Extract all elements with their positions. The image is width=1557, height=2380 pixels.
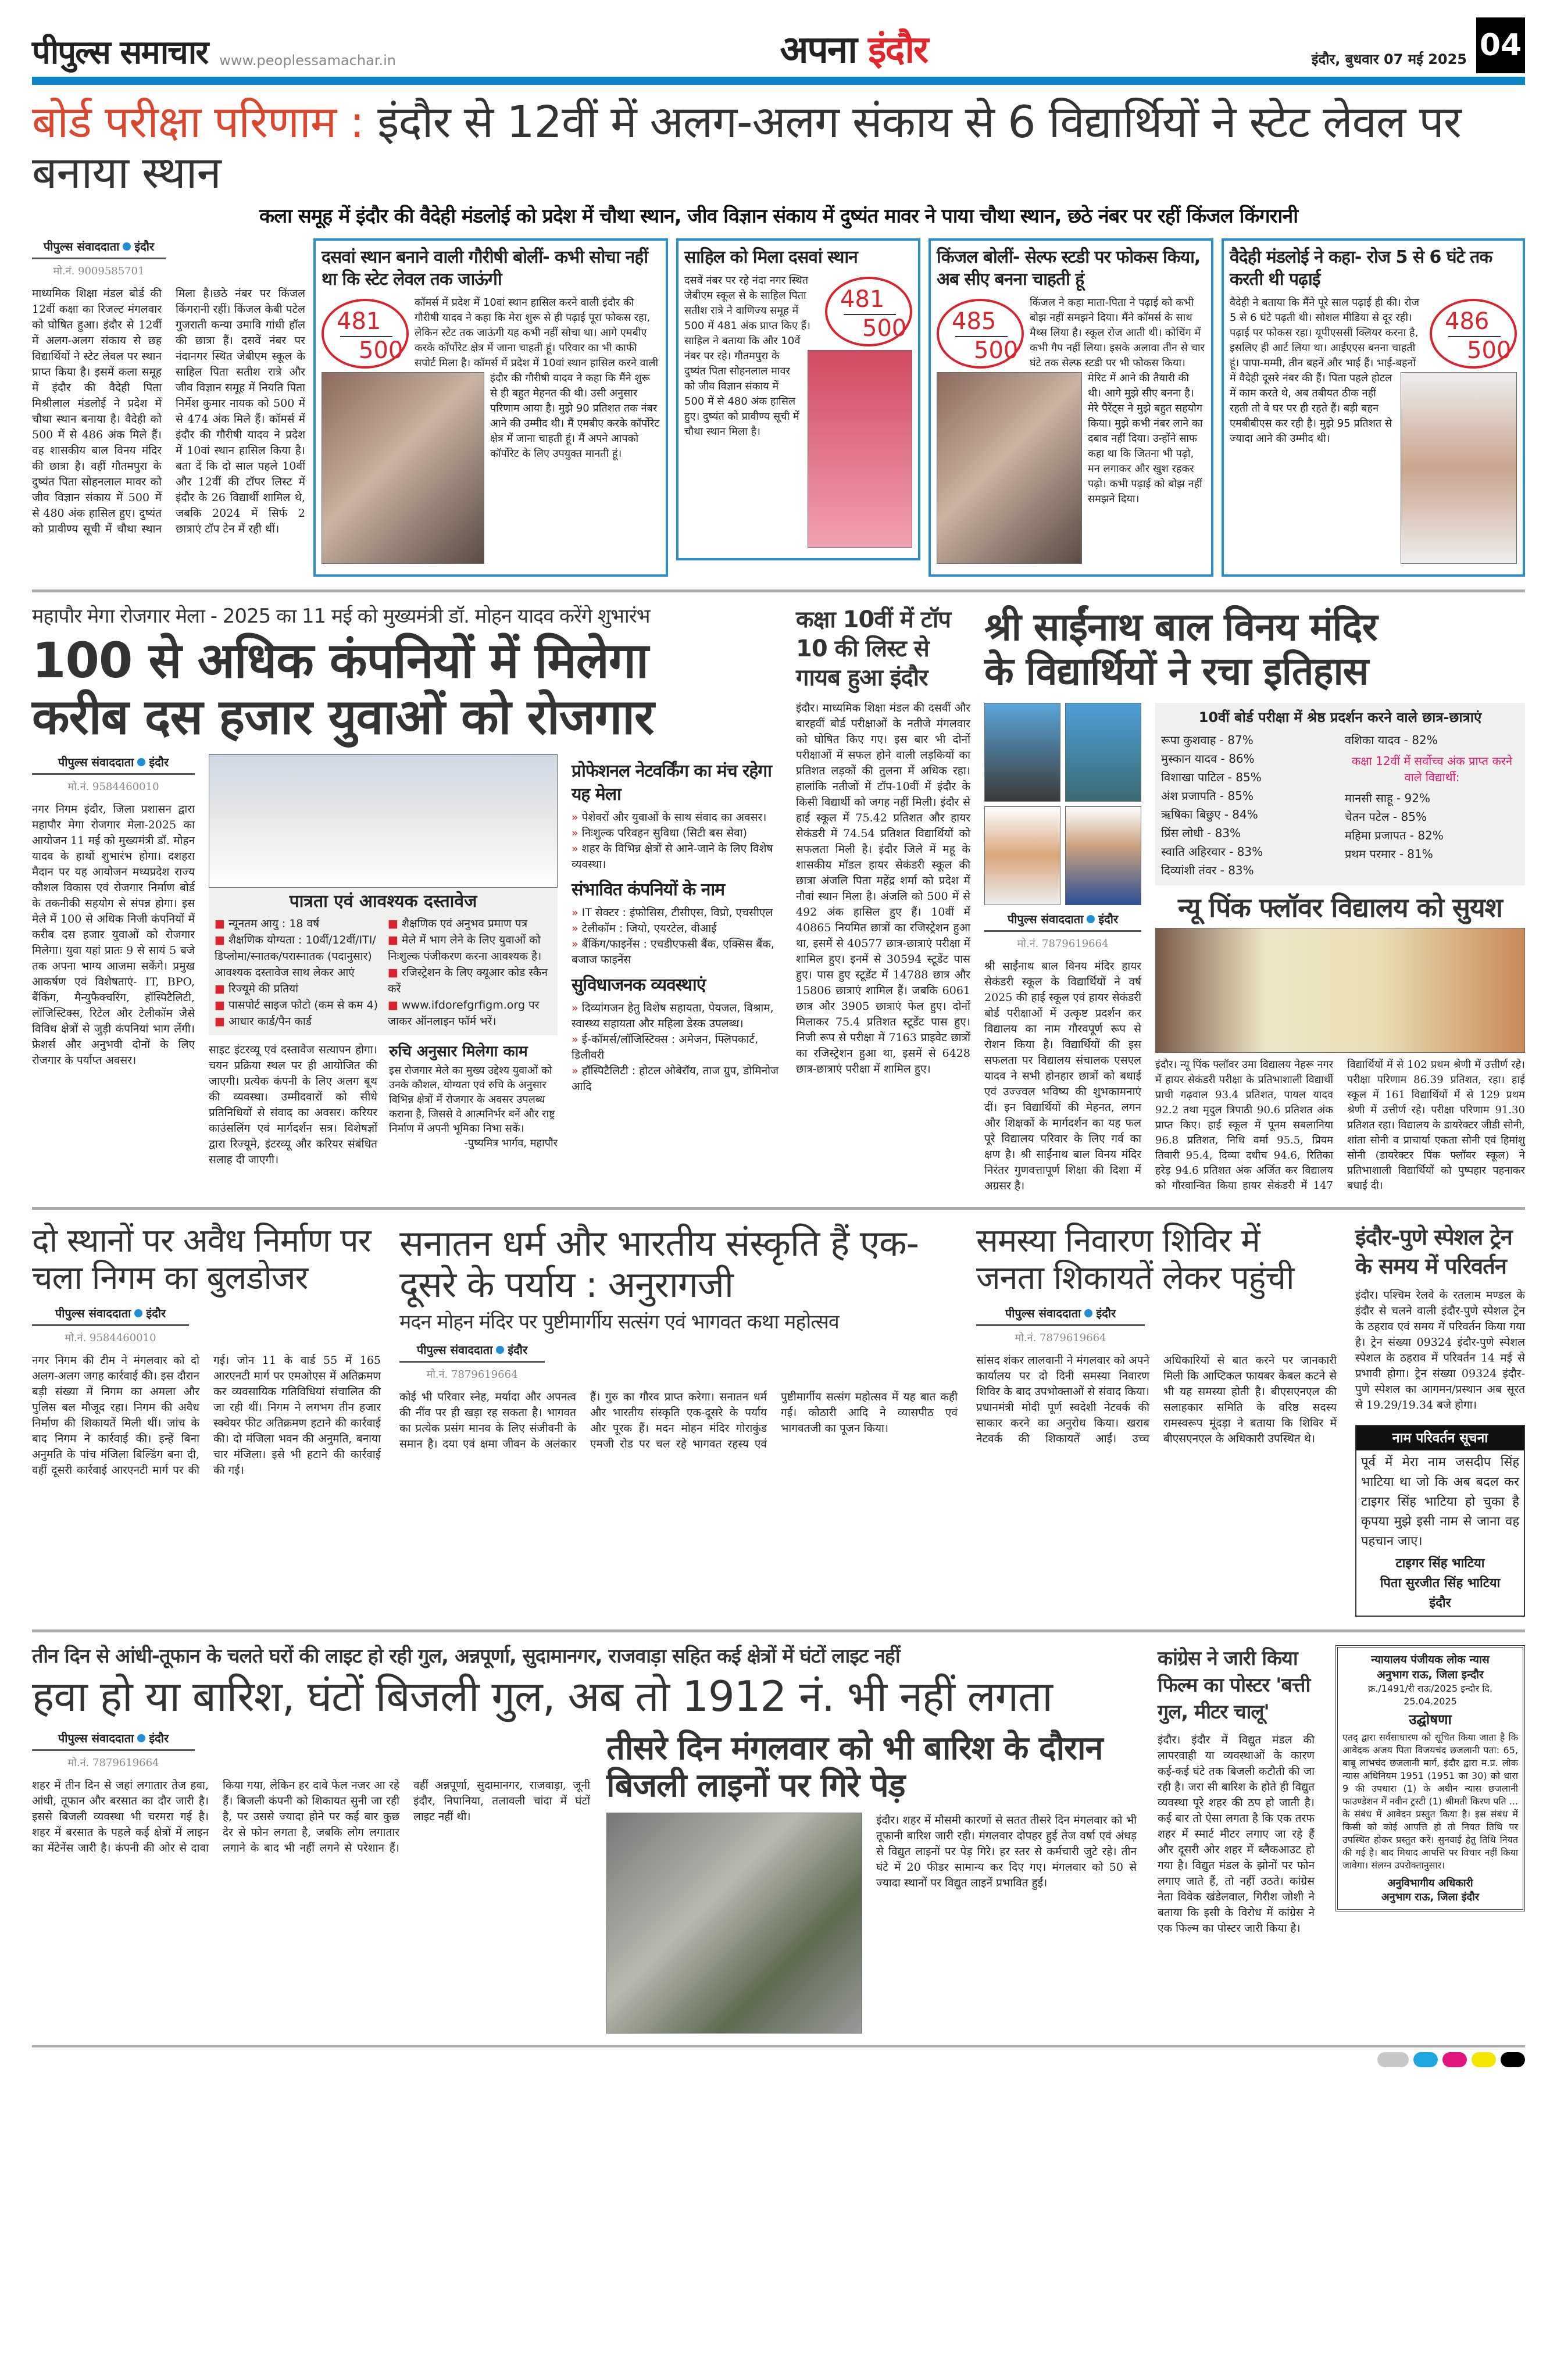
score-value: 486 xyxy=(1445,308,1490,335)
jobfair-sidebar xyxy=(572,754,782,1095)
toppers-list-12 xyxy=(1345,789,1519,863)
power-body: शहर में तीन दिन से जहां लगातार तेज हवा, आंधी, तूफान और बरसात का दौर जारी है। इससे बिजली व्यवस्था भी चरमरा गई है। शहर में बरसात के पहले कई क्षेत्रों में लाइन का मेंटेनेंस जारी है। कंपनी की ओर से दावा किया गया, लेकिन हर दावे फेल नजर आ रहे हैं। बिजली कंपनी को शिकायत सुनी जा रही है, पर उससे ज्यादा होने पर कई बार कुछ देर से फोन लगता है, जबकि लोग लगातार लगाने के बाद भी नहीं लगने से परेशान हैं। वहीं अन्नपूर्णा, सुदामानगर, राजवाड़ा, जूनी इंदौर, निपानिया, तलावली चांदा में घंटों लाइट नहीं थी। xyxy=(32,1778,590,1854)
list-item: » हॉस्पिटैलिटी : होटल ओबेरॉय, ताज ग्रुप, डोमिनोज आदि xyxy=(572,1063,782,1095)
bullet-icon xyxy=(496,1346,504,1354)
list-item: » ई-कॉमर्स/लॉजिस्टिक्स : अमेजन, फ्लिपकार्ट, डिलीवरी xyxy=(572,1032,782,1063)
court-sign-2: अनुभाग राऊ, जिला इंदौर xyxy=(1381,1891,1480,1903)
byline-name: पीपुल्स संवाददाता xyxy=(58,755,134,770)
byline-name: पीपुल्स संवाददाता xyxy=(43,239,120,253)
score-badge xyxy=(937,299,1024,369)
eligibility-title: पात्रता एवं आवश्यक दस्तावेज xyxy=(289,891,477,912)
list-item: ■ न्यूनतम आयु : 18 वर्ष xyxy=(215,916,378,932)
row-power xyxy=(32,1645,1525,2034)
bullet-icon xyxy=(134,1309,142,1317)
byline xyxy=(399,1342,545,1363)
list-item: » निःशुल्क परिवहन सुविधा (सिटी बस सेवा) xyxy=(572,826,782,841)
jobfair-article xyxy=(32,605,782,1168)
list-item: ■ www.ifdorefgrfigm.org पर जाकर ऑनलाइन फॉर्म भरें। xyxy=(388,997,552,1030)
section-title-a: अपना xyxy=(780,28,856,72)
bulldozer-headline: दो स्थानों पर अवैध निर्माण पर चला निगम का बुलडोजर xyxy=(32,1221,371,1298)
train-headline: इंदौर-पुणे स्पेशल ट्रेन के समय में परिवर्तन xyxy=(1355,1224,1512,1279)
score-badge xyxy=(322,299,409,369)
right-column xyxy=(1355,1223,1525,1617)
row-jobfair-results xyxy=(32,605,1525,1194)
box-title: वैदेही मंडलोई ने कहा- रोज 5 से 6 घंटे तक करती थी पढ़ाई xyxy=(1230,246,1492,290)
sidebar-heading: सुविधाजनक व्यवस्थाएं xyxy=(572,975,706,996)
power-right xyxy=(606,1730,1137,2034)
power-headline: हवा हो या बारिश, घंटों बिजली गुल, अब तो 1912 नं. भी नहीं लगता xyxy=(32,1671,1052,1721)
samasya-body: सांसद शंकर लालवानी ने मंगलवार को अपने कार्यालय पर दो दिनी समस्या निवारण शिविर के बाद उपभोक्ताओं से संवाद किया। प्रधानमंत्री मोदी पूर्ण स्वदेशी नेटवर्क की साकार करने का अनुरोध किया। खराब नेटवर्क की शिकायतें आईं। उच्च अधिकारियों से बात करने पर जानकारी मिली कि आप्टिकल फायबर केबल कटने से भी यह समस्या होती है। बीएसएनएल की सलाहकार समिति के वरिष्ठ सदस्य रामस्वरूप मूंदड़ा ने बताया कि शिविर में बीएसएनएल के अधिकारी उपस्थित थे। xyxy=(976,1354,1337,1446)
toppers-title: 10वीं बोर्ड परीक्षा में श्रेष्ठ प्रदर्शन करने वाले छात्र-छात्राएं xyxy=(1198,709,1482,726)
registration-bar xyxy=(1377,2052,1409,2067)
score-total: 500 xyxy=(359,337,403,364)
list-item: मुस्कान यादव - 86% xyxy=(1161,751,1255,766)
box-text: वैदेही ने बताया कि मैंने पूरे साल पढ़ाई ही की। रोज 5 से 6 घंटे पढ़ती थी। सोशल मीडिया से दूर रही। पढ़ाई पर फोकस रहा। यूपीएससी क्लियर करना है, इसलिए ही आर्ट लिया था। आईएएस बनना चाहती हूं। पापा-मम्मी, तीन बहनें और भाई हैं। भाई-बहनों में वैदेही दूसरे नंबर की हैं। पिता पहले होटल में काम करते थे, अब तबीयत ठीक नहीं रहती तो वे घर पर ही रहते हैं। बड़ी बहन एमबीबीएस कर रही है। मुझे 95 प्रतिशत से ज्यादा आने की उम्मीद थी। xyxy=(1230,296,1419,445)
lead-text-column xyxy=(32,238,305,537)
score-badge xyxy=(1430,299,1517,369)
mayor-quote xyxy=(389,1042,558,1150)
lead-kicker: बोर्ड परीक्षा परिणाम : xyxy=(32,96,364,148)
box-text: किंजल ने कहा माता-पिता ने पढ़ाई को कभी बोझ नहीं समझने दिया। मैंने कॉमर्स के साथ मैथ्स लिया है। स्कूल रोज आती थी। कोचिंग में कभी गैप नहीं लिया। इसके अलावा तीन से चार घंटे तक सेल्फ स्टडी पर भी फोकस किया। मेरिट में आने की तैयारी की थी। आगे मुझे सीए बनना है। मेरे पैरेंट्स ने मुझे बहुत सहयोग किया। मुझे कभी नंबर लाने का दबाव नहीं दिया। उन्होंने साफ कहा था कि जितना भी पढ़ो, मन लगाकर और खुश रहकर पढ़ो। कभी पढ़ाई को बोझ नहीं समझने दिया। xyxy=(1030,296,1205,505)
photo-student-1 xyxy=(984,703,1060,802)
box-title: साहिल को मिला दसवां स्थान xyxy=(684,246,858,267)
sidebar-list xyxy=(572,905,782,968)
bullet-icon xyxy=(123,242,131,251)
byline-phone: मो.नं. 7879619664 xyxy=(1017,937,1109,950)
score-value: 481 xyxy=(337,308,381,335)
notice-name: टाइगर सिंह भाटिया xyxy=(1395,1556,1485,1571)
score-total: 500 xyxy=(1467,337,1512,364)
score-total: 500 xyxy=(974,337,1019,364)
registration-dot xyxy=(1501,2052,1525,2067)
bulldozer-body: नगर निगम की टीम ने मंगलवार को दो अलग-अलग जगह कार्रवाई की। इस दौरान बड़ी संख्या में निगम का अमला और पुलिस बल मौजूद रहा। निगम की अवैध निर्माण की शिकायतें मिली थीं। जांच के बाद निगम ने कार्रवाई की। इन्हें बिना अनुमति के पांच मंजिला बिल्डिंग बना दी, वहीं दूसरी कार्रवाई आरएनटी मार्ग पर की गई। जोन 11 के वार्ड 55 में 165 आरएनटी मार्ग पर एमओएस में अतिक्रमण कर व्यवसायिक गतिविधियां संचालित की जा रही थीं। निगम ने लगभग तीन हजार स्क्वेयर फीट अतिक्रमण हटाने की कार्रवाई की। दो मंजिला भवन की अनुमति, बनाया चार मंजिला। इसे भी हटाने की कार्रवाई की गई। xyxy=(32,1354,381,1477)
page-number: 04 xyxy=(1476,17,1525,73)
bullet-icon xyxy=(137,758,145,766)
court-title-2: अनुभाग राऊ, जिला इन्दौर xyxy=(1377,1668,1484,1681)
sanatan-subheadline: मदन मोहन मंदिर पर पुष्टीमार्गीय सत्संग एवं भागवत कथा महोत्सव xyxy=(399,1310,839,1334)
byline xyxy=(984,911,1141,932)
eligibility-box xyxy=(209,888,558,1035)
list-item: » दिव्यांगजन हेतु विशेष सहायता, पेयजल, विश्राम, स्वास्थ्य सहायता और महिला डेस्क उपलब्ध। xyxy=(572,1000,782,1032)
eligibility-list-right xyxy=(388,916,552,1030)
byline-name: पीपुल्स संवाददाता xyxy=(55,1306,131,1321)
sidebar-heading: प्रोफेशनल नेटवर्किंग का मंच रहेगा यह मेला xyxy=(572,761,772,805)
photo-vaidehi xyxy=(1401,372,1517,564)
byline-city: इंदौर xyxy=(1096,1306,1116,1321)
registration-dot xyxy=(1413,2052,1438,2067)
topper-extra: वशिका यादव - 82% xyxy=(1345,732,1438,747)
registration-marks xyxy=(32,2052,1525,2067)
power-subheadline: तीसरे दिन मंगलवार को भी बारिश के दौरान बिजली लाइनों पर गिरे पेड़ xyxy=(606,1729,1103,1804)
jobfair-body: नगर निगम इंदौर, जिला प्रशासन द्वारा महापौर मेगा रोजगार मेला-2025 का आयोजन 11 मई को मुख्यमंत्री डॉ. मोहन यादव के हाथों शुभारंभ होगा। दशहरा मैदान पर यह आयोजन मध्यप्रदेश राज्य कौशल विकास एवं रोजगार निर्माण बोर्ड के तकनीकी सहयोग से संपन्न होगा। इस मेले में 100 से अधिक निजी कंपनियों में करीब दस हजार युवाओं को रोजगार मिलेगा। युवा यहां प्रातः 9 से सायं 5 बजे तक अपना भाग्य आजमा सकेंगे। प्रमुख आकर्षण एवं विशेषताएं- IT, BPO, बैंकिंग, मैन्युफैक्चरिंग, हॉस्पिटैलिटी, लॉजिस्टिक्स, रिटेल और टेलीकॉम जैसे विविध क्षेत्रों से जुड़ी कंपनियां भाग लेंगी। फ्रेशर्स और अनुभवी दोनों के लिए रोजगार के पर्याप्त अवसर। xyxy=(32,803,195,1067)
quote-title: रुचि अनुसार मिलेगा काम xyxy=(389,1043,528,1061)
box-text: दसवें नंबर पर रहे नंदा नगर स्थित जेबीएम स्कूल से के साहिल पिता सतीश रात्रे ने वाणिज्य समूह में 500 में 481 अंक प्राप्त किए हैं। साहिल ने बताया कि और 10वें नंबर पर रहे। गौतमपुरा के दुष्यंत पिता सोहनलाल मावर को जीव विज्ञान संकाय में 500 में से 480 अंक हासिल हुए। दुष्यंत को प्रावीण्य सूची में चौथा स्थान मिला है। xyxy=(684,274,810,438)
bullet-icon xyxy=(137,1734,145,1742)
name-change-notice xyxy=(1355,1425,1525,1617)
notice-father: पिता सुरजीत सिंह भाटिया xyxy=(1380,1575,1501,1591)
sainath-article xyxy=(984,605,1525,1194)
lead-subheadline: कला समूह में इंदौर की वैदेही मंडलोई को प्रदेश में चौथा स्थान, जीव विज्ञान संकाय में दुष्यंत मावर ने पाया चौथा स्थान, छठे नंबर पर रहीं किंजल किंगरानी xyxy=(259,204,1298,228)
score-badge xyxy=(825,277,912,346)
list-item: ऋषिका बिछुए - 84% xyxy=(1161,807,1258,821)
website-url: www.peoplessamachar.in xyxy=(219,52,396,69)
byline xyxy=(976,1305,1145,1326)
byline-city: इंदौर xyxy=(134,239,155,253)
box-text: कॉमर्स में प्रदेश में 10वां स्थान हासिल करने वाली इंदौर की गौरीषी यादव ने कहा कि मेरा शुरू से ही पढ़ाई पूरा फोकस रहा, लेकिन स्टेट तक जाऊंगी यह कभी नहीं सोचा था। आगे एमबीए करके कॉर्पोरेट क्षेत्र में जाना चाहती हूं। परिवार का भी काफी सपोर्ट मिला है। कॉमर्स में प्रदेश में 10वां स्थान हासिल करने वाली इंदौर की गौरीषी यादव ने कहा कि मैंने शुरू से ही बहुत मेहनत की थी। उसी अनुसार परिणाम आया है। मुझे 90 प्रतिशत तक नंबर आने की उम्मीद थी। मैं एमबीए करके कॉर्पोरेट क्षेत्र में जाना चाहती हूं। मैं अपने आपको कॉर्पोरेट के लिए उपयुक्त मानती हूं। xyxy=(415,296,660,460)
jobfair-headline-2: करीब दस हजार युवाओं को रोजगार xyxy=(32,688,654,745)
byline xyxy=(32,238,166,259)
sidebar-heading: संभावित कंपनियों के नाम xyxy=(572,880,725,900)
quote-author: -पुष्यमित्र भार्गव, महापौर xyxy=(464,1137,558,1150)
list-item: स्वाति अहिरवार - 83% xyxy=(1161,844,1263,859)
lead-headline-text: इंदौर से 12वीं में अलग-अलग संकाय से 6 विद्यार्थियों ने स्टेट लेवल पर बनाया स्थान xyxy=(32,96,1461,199)
court-sign-1: अनुविभागीय अधिकारी xyxy=(1387,1877,1473,1889)
sainath-right xyxy=(1155,703,1525,1193)
list-item: प्रिंस लोधी - 83% xyxy=(1161,826,1241,840)
class10-body: इंदौर। माध्यमिक शिक्षा मंडल की दसवीं और बारहवीं बोर्ड परीक्षाओं के नतीजे मंगलवार को घोषित किए गए। इस बार भी दोनों परीक्षाओं में सफल होने वाली लड़कियों का प्रतिशत लड़कों की तुलना में अधिक रहा। हालांकि नतीजों में टॉप-10वीं में इंदौर के किसी विद्यार्थी को जगह नहीं मिली। इंदौर से हाई स्कूल में 75.42 प्रतिशत और हायर सेकंडरी में 74.54 प्रतिशत विद्यार्थियों को सफलता मिली है। इंदौर जिले में महू के शासकीय मॉडल हायर सेकंडरी स्कूल की छात्रा अंजलि पिता महेंद्र शर्मा को प्रदेश में नौवां स्थान मिला है। अंजलि को 500 में से 492 अंक हासिल हुए हैं। 10वीं में 40865 नियमित छात्रों का रजिस्ट्रेशन हुआ था, इसमें से 40577 छात्र-छात्राएं परीक्षा में शामिल हुए। इनमें से 30594 स्टूडेंट पास हुए। पास हुए स्टूडेंट में 14788 छात्र और 15806 छात्राएं शामिल हैं। जबकि 6061 छात्र और 3905 छात्राएं फेल हुए। दोनों मिलाकर 75.4 प्रतिशत स्टूडेंट पास हुए। निजी रूप से परीक्षा में 7163 प्राइवेट छात्रों का रजिस्ट्रेशन हुआ था, इसमें से 6428 छात्र-छात्राएं परीक्षा में शामिल हुए। xyxy=(796,701,970,1075)
photo-student-4 xyxy=(1065,806,1141,905)
toppers-list-10 xyxy=(1161,731,1335,880)
class10-article xyxy=(796,605,970,1077)
court-ref: क्र./1491/री राऊ/2025 इन्दौर दि. 25.04.2025 xyxy=(1368,1682,1492,1707)
sidebar-list xyxy=(572,810,782,873)
list-item: दिव्यांशी तंवर - 83% xyxy=(1161,863,1254,877)
photo-family xyxy=(322,372,484,564)
byline-name: पीपुल्स संवाददाता xyxy=(58,1731,134,1745)
lead-body: माध्यमिक शिक्षा मंडल बोर्ड की 12वीं कक्षा का रिजल्ट मंगलवार को घोषित हुआ। इंदौर से 12वीं में अलग-अलग संकाय से छह विद्यार्थियों ने स्टेट लेवल पर स्थान प्राप्त किया है। इसमें कला समूह में इंदौर की वैदेही पिता मिश्रीलाल मंडलोई ने प्रदेश में चौथा स्थान बनाया है। वैदेही को 500 में से 486 अंक मिले हैं। वह शासकीय बाल विनय मंदिर की छात्रा है। वहीं गौतमपुरा के दुष्यंत पिता सोहनलाल मावर को जीव विज्ञान संकाय में 500 में से 480 अंक हासिल हुए। दुष्यंत को प्रावीण्य सूची में चौथा स्थान मिला है।छठे नंबर पर किंजल किंगरानी रहीं। किंजल केबी पटेल गुजराती कन्या उमावि गांधी हॉल की छात्रा हैं। दसवें नंबर पर नंदानगर स्थित जेबीएम स्कूल के साहिल पिता सतीश रात्रे और जीव विज्ञान समूह में नियति पिता निर्मेश कुमार नायक को 500 में से 474 अंक मिले हैं। कॉमर्स में इंदौर की गौरीषी यादव ने प्रदेश में 10वां स्थान हासिल किया है। बता दें कि दो साल पहले 10वीं और 12वीं की टॉपर लिस्ट में इंदौर के 26 विद्यार्थी शामिल थे, जबकि 2024 में सिर्फ 2 छात्राएं टॉप टेन में रही थीं। xyxy=(32,287,305,535)
byline-name: पीपुल्स संवाददाता xyxy=(416,1343,493,1357)
byline-phone: मो.नं. 7879619664 xyxy=(426,1368,518,1381)
list-item: महिमा प्रजापत - 82% xyxy=(1345,828,1444,842)
sanatan-body: कोई भी परिवार स्नेह, मर्यादा और अपनत्व की नींव पर ही खड़ा रह सकता है। भागवत का प्रत्येक प्रसंग मानव के लिए संजीवनी के समान है। दया एवं क्षमा जीवन के अलंकार हैं। गुरु का गौरव प्राप्त करेगा। सनातन धर्म और भारतीय संस्कृति एक-दूसरे के पर्याय और पूरक हैं। मदन मोहन मंदिर गोराकुंड एमजी रोड पर चल रहे भागवत रहस्य एवं पुष्टीमार्गीय सत्संग महोत्सव में यह बात कही गई। कोठारी आदि ने व्यासपीठ एवं भागवतजी का पूजन किया। xyxy=(399,1391,958,1451)
row-city-news xyxy=(32,1223,1525,1617)
quote-text: इस रोजगार मेले का मुख्य उद्देश्य युवाओं को उनके कौशल, योग्यता एवं रुचि के अनुसार विभिन्न क्षेत्रों में रोजगार के अवसर उपलब्ध कराना है, जिससे वे आत्मनिर्भर बनें और राष्ट्र निर्माण में अपनी भूमिका निभा सकें। xyxy=(389,1064,555,1135)
byline-city: इंदौर xyxy=(508,1343,528,1357)
notice-body: पूर्व में मेरा नाम जसदीप सिंह भाटिया था जो कि अब बदल कर टाइगर सिंह भाटिया हो चुका है कृपया मुझे इसी नाम से जाना वह पहचान जाए। xyxy=(1361,1455,1519,1549)
photo-press-conference xyxy=(209,754,558,888)
masthead xyxy=(32,17,1525,85)
list-item: रूपा कुशवाह - 87% xyxy=(1161,732,1254,747)
samasya-article xyxy=(976,1223,1337,1448)
sidebar-list xyxy=(572,1000,782,1095)
list-item: » पेशेवरों और युवाओं के साथ संवाद का अवसर। xyxy=(572,810,782,826)
court-notice xyxy=(1335,1645,1525,1911)
bullet-icon xyxy=(1087,915,1095,923)
class10-headline: कक्षा 10वीं में टॉप 10 की लिस्ट से गायब हुआ इंदौर xyxy=(796,606,951,691)
list-item: ■ पासपोर्ट साइज फोटो (कम से कम 4) xyxy=(215,997,378,1013)
toppers-table xyxy=(1155,703,1525,885)
issue-date: इंदौर, बुधवार 07 मई 2025 xyxy=(1311,51,1467,67)
train-body: इंदौर। पश्चिम रेलवे के रतलाम मण्डल के इंदौर से चलने वाली इंदौर-पुणे स्पेशल ट्रेन के ठहराव एवं समय में परिवर्तन किया गया है। ट्रेन संख्या 09324 इंदौर-पुणे स्पेशल स्पेशल के ठहराव में परिवर्तन 14 मई से प्रभावी होगा। ट्रेन संख्या 09324 इंदौर-पुणे स्पेशल का आगमन/प्रस्थान अब सूरत से 19.29/19.34 बजे होगा। xyxy=(1355,1288,1525,1411)
notice-title: नाम परिवर्तन सूचना xyxy=(1356,1426,1524,1450)
power-article xyxy=(32,1645,1137,2034)
list-item: चेतन पटेल - 85% xyxy=(1345,809,1427,824)
photo-school-group xyxy=(1155,928,1525,1053)
byline-name: पीपुल्स संवाददाता xyxy=(1005,1306,1081,1321)
registration-dot xyxy=(1442,2052,1467,2067)
list-item: ■ रिज्यूमे की प्रतियां xyxy=(215,981,378,997)
congress-headline: कांग्रेस ने जारी किया फिल्म का पोस्टर 'बत्ती गुल, मीटर चालू' xyxy=(1158,1646,1310,1724)
notice-city: इंदौर xyxy=(1429,1595,1451,1610)
lead-byline-block xyxy=(32,238,166,278)
list-item: ■ शैक्षणिक एवं अनुभव प्रमाण पत्र xyxy=(388,916,552,932)
photo-student-3 xyxy=(984,806,1060,905)
story-box-vaidehi xyxy=(1222,238,1525,577)
sainath-headline-1: श्री साईंनाथ बाल विनय मंदिर xyxy=(984,604,1377,649)
byline-city: इंदौर xyxy=(146,1306,166,1321)
list-item: » टेलीकॉम : जियो, एयरटेल, वीआई xyxy=(572,921,782,937)
lead-row xyxy=(32,238,1525,577)
byline xyxy=(32,1730,195,1751)
list-item: ■ शैक्षणिक योग्यता : 10वीं/12वीं/ITI/डिप्लोमा/स्नातक/परास्नातक (पदानुसार) आवश्यक दस्तावेज साथ लेकर आएं xyxy=(215,932,378,981)
list-item: प्रथम परमार - 81% xyxy=(1345,846,1433,861)
byline-name: पीपुल्स संवाददाता xyxy=(1007,912,1084,926)
power-left xyxy=(32,1730,590,1856)
bullet-icon xyxy=(1084,1309,1092,1317)
list-item: ■ रजिस्ट्रेशन के लिए क्यूआर कोड स्कैन करें xyxy=(388,964,552,997)
divider xyxy=(32,1207,1525,1210)
class12-heading: कक्षा 12वीं में सर्वोच्च अंक प्राप्त करने वाले विद्यार्थी: xyxy=(1351,753,1513,784)
pinkflower-headline: न्यू पिंक फ्लॉवर विद्यालय को सुयश xyxy=(1178,891,1502,923)
eligibility-list-left xyxy=(215,916,378,1030)
score-total: 500 xyxy=(862,315,907,342)
box-title: किंजल बोलीं- सेल्फ स्टडी पर फोकस किया, अब सीए बनना चाहती हूं xyxy=(937,246,1201,290)
list-item: मानसी साहू - 92% xyxy=(1345,791,1431,805)
story-box-sahil xyxy=(676,238,920,560)
byline-phone: मो.नं. 9584460010 xyxy=(65,1332,156,1345)
photo-student-2 xyxy=(1065,703,1141,802)
court-heading: उद्घोषणा xyxy=(1409,1711,1452,1728)
sanatan-headline: सनातन धर्म और भारतीय संस्कृति हैं एक-दूसरे के पर्याय : अनुरागजी xyxy=(399,1221,919,1306)
power-body-2: इंदौर। शहर में मौसमी कारणों से सतत तीसरे दिन मंगलवार को भी तूफानी बारिश जारी रही। मंगलवार दोपहर हुई तेज वर्षा एवं अंधड़ से विद्युत लाइनों पर पेड़ गिरे। हर स्तर से कर्मचारी जुटे रहे। तीन घंटे में 20 फीडर सामान्य कर दिए गए। मंगलवार को 50 से ज्यादा स्थानों पर विद्युत लाइनें प्रभावित हुईं। xyxy=(876,1814,1137,1890)
masthead-logo: पीपुल्स समाचार xyxy=(32,34,208,72)
box-title: दसवां स्थान बनाने वाली गौरीषी बोलीं- कभी सोचा नहीं था कि स्टेट लेवल तक जाऊंगी xyxy=(322,246,648,290)
sainath-headline-2: के विद्यार्थियों ने रचा इतिहास xyxy=(984,648,1369,694)
jobfair-col-2 xyxy=(209,754,558,1168)
byline-city: इंदौर xyxy=(149,1731,169,1745)
registration-dot xyxy=(1472,2052,1496,2067)
bulldozer-article xyxy=(32,1223,381,1479)
list-item: » बैंकिंग/फाइनेंस : एचडीएफसी बैंक, एक्सिस बैंक, बजाज फाइनेंस xyxy=(572,937,782,968)
footer-rule xyxy=(32,2045,1525,2047)
byline xyxy=(32,754,195,775)
byline xyxy=(32,1305,189,1326)
list-item: » IT सेक्टर : इंफोसिस, टीसीएस, विप्रो, एचसीएल xyxy=(572,905,782,921)
divider xyxy=(32,589,1525,592)
section-title xyxy=(396,23,1312,73)
lead-headline xyxy=(32,97,1525,198)
story-box-gaurishi xyxy=(313,238,668,577)
byline-city: इंदौर xyxy=(1098,912,1119,926)
section-title-b: इंदौर xyxy=(868,28,928,72)
sanatan-article xyxy=(399,1223,958,1453)
jobfair-headline-1: 100 से अधिक कंपनियों में मिलेगा xyxy=(32,631,648,689)
byline-phone: मो.नं. 9009585701 xyxy=(53,265,145,277)
photo-sahil xyxy=(808,350,912,548)
byline-phone: मो.नं. 7879619664 xyxy=(1015,1332,1106,1345)
sainath-body: श्री साईंनाथ बाल विनय मंदिर हायर सेकंडरी स्कूल के विद्यार्थियों ने वर्ष 2025 की हाई स्कूल एवं हायर सेकंडरी बोर्ड परीक्षाओं में उत्कृष्ट प्रदर्शन कर विद्यालय का नाम गौरवपूर्ण रूप से रोशन किया है। विद्यार्थियों की इस सफलता पर विद्यालय संचालक एसएल यादव ने सभी होनहार छात्रों को बधाई एवं उज्ज्वल भविष्य की शुभकामनाएं दीं। इन विद्यार्थियों की मेहनत, लगन और शिक्षकों के मार्गदर्शन का यह फल पूरे विद्यालय परिवार के लिए गर्व का क्षण है। श्री साईंनाथ बाल विनय मंदिर निरंतर गुणवत्तापूर्ण शिक्षा की दिशा में अग्रसर है। xyxy=(984,959,1141,1192)
jobfair-col-1 xyxy=(32,754,195,1069)
congress-body: इंदौर। इंदौर में विद्युत मंडल की लापरवाही या व्यवस्थाओं के कारण कई-कई घंटे तक बिजली कटौती की जा रही है। जरा सी बारिश के होते ही विद्युत व्यवस्था पूरे शहर की ठप हो जाती है। कई बार तो ऐसा लगता है कि एक तरफ शहर में स्मार्ट मीटर लगाए जा रहे हैं और दूसरी ओर शहर में ब्लैकआउट हो गया है। विद्युत मंडल के झोनों पर फोन लगाए जाते हैं, तो नहीं उठते। कांग्रेस नेता विवेक खंडेलवाल, गिरीश जोशी ने बताया कि इसी के विरोध में कांग्रेस ने एक फिल्म का पोस्टर जारी किया है। xyxy=(1158,1733,1315,1935)
score-value: 481 xyxy=(840,285,885,313)
court-body: एतद् द्वारा सर्वसाधारण को सूचित किया जाता है कि आवेदक अजय पिता विजयचंद छजलानी पता: 65, बाबू लाभचंद छजलानी मार्ग, इंदौर द्वारा म.प्र. लोक न्यास अधिनियम 1951 (1951 का 30) को धारा 9 की उपधारा (1) के अधीन न्यास छजलानी फाउण्डेशन में नवीन ट्रस्टी (1) श्रीमती किरण पति ... के संबंध में आवेदन प्रस्तुत किया है। इस संबंध में किसी को कोई आपत्ति हो तो नियत तिथि पर उपस्थित होकर प्रस्तुत करें। सुनवाई हेतु तिथि नियत की गई है। बाद मियाद आपत्ति पर विचार नहीं किया जावेगा। संलग्न उपरोक्तानुसार। xyxy=(1342,1731,1518,1871)
sainath-col xyxy=(984,703,1141,1194)
photo-kinjal xyxy=(937,372,1082,564)
photo-fallen-tree xyxy=(606,1813,862,2034)
jobfair-kicker: महापौर मेगा रोजगार मेला - 2025 का 11 मई को मुख्यमंत्री डॉ. मोहन यादव करेंगे शुभारंभ xyxy=(32,604,650,628)
list-item: ■ आधार कार्ड/पैन कार्ड xyxy=(215,1013,378,1030)
power-kicker: तीन दिन से आंधी-तूफान के चलते घरों की लाइट हो रही गुल, अन्नपूर्णा, सुदामानगर, राजवाड़ा सहित कई क्षेत्रों में घंटों लाइट नहीं xyxy=(32,1644,900,1668)
byline-city: इंदौर xyxy=(149,755,169,770)
congress-article xyxy=(1158,1645,1315,1936)
samasya-headline: समस्या निवारण शिविर में जनता शिकायतें लेकर पहुंची xyxy=(976,1221,1294,1298)
byline-phone: मो.नं. 7879619664 xyxy=(67,1756,159,1769)
list-item: विशाखा पाटिल - 85% xyxy=(1161,770,1262,784)
jobfair-body-2: साइट इंटरव्यू एवं दस्तावेज सत्यापन होगा। चयन प्रक्रिया स्थल पर ही आयोजित की जाएगी। प्रत्येक कंपनी के लिए अलग बूथ की व्यवस्था। उम्मीदवारों को सीधे प्रतिनिधियों से संवाद का अवसर। करियर काउंसलिंग एवं मार्गदर्शन सत्र। विशेषज्ञों द्वारा रिज्यूमे, इंटरव्यू और करियर संबंधित सलाह दी जाएगी। xyxy=(209,1044,377,1167)
byline-phone: मो.नं. 9584460010 xyxy=(67,781,159,794)
list-item: अंश प्रजापति - 85% xyxy=(1161,788,1254,803)
court-title-1: न्यायालय पंजीयक लोक न्यास xyxy=(1371,1653,1490,1666)
divider xyxy=(32,1629,1525,1632)
pinkflower-body: इंदौर। न्यू पिंक फ्लॉवर उमा विद्यालय नेहरू नगर में हायर सेकंडरी परीक्षा के प्रतिभाशाली विद्यार्थी प्राची गढ़वाल 93.4 प्रतिशत, पायल यादव 92.2 तथा मृदुल त्रिपाठी 90.6 प्रतिशत अंक प्राप्त किए। हाई स्कूल में पूनम सबलानिया 96.8 प्रतिशत, निधि वर्मा 95.5, प्रियम तिवारी 95.4, दिव्या दधीच 94.6, रितिका हरेड़ 94.6 प्रतिशत अंक अर्जित कर विद्यालय को गौरवान्वित किया हायर सेकंडरी में 147 विद्यार्थियों में से 102 प्रथम श्रेणी में उत्तीर्ण रहे। परीक्षा परिणाम 86.39 प्रतिशत, रहा। हाई स्कूल में 161 विद्यार्थियों में से 129 प्रथम श्रेणी में उत्तीर्ण रहे। परीक्षा परिणाम 91.30 प्रतिशत रहा। विद्यालय के डायरेक्टर जीडी सोनी, शांता सोनी व प्राचार्या एकता सोनी एवं हिमांशु सोनी (डायरेक्टर पिंक फ्लॉवर स्कूल) ने प्रतिभाशाली विद्यार्थियों को पुष्पहार पहनाकर बधाई दी। xyxy=(1155,1058,1525,1192)
list-item: » शहर के विभिन्न क्षेत्रों से आने-जाने के लिए विशेष व्यवस्था। xyxy=(572,841,782,873)
jobfair-columns xyxy=(32,754,782,1168)
list-item: ■ मेले में भाग लेने के लिए युवाओं को निःशुल्क पंजीकरण करना आवश्यक है। xyxy=(388,932,552,964)
story-box-kinjal xyxy=(929,238,1213,577)
score-value: 485 xyxy=(952,308,997,335)
